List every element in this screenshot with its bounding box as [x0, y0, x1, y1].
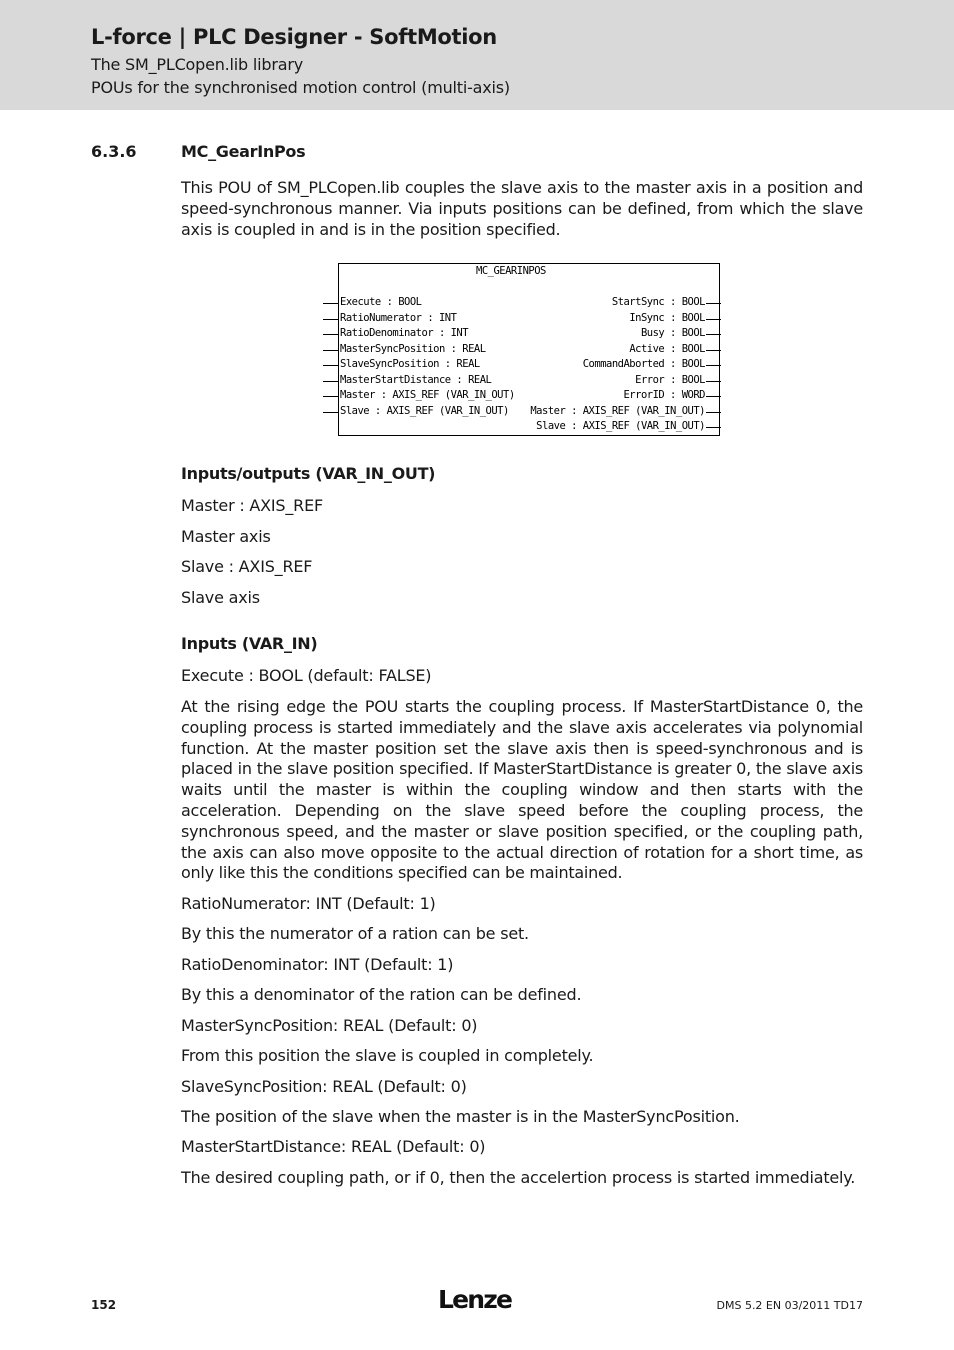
slavesync-declaration: SlaveSyncPosition: REAL (Default: 0) — [181, 1077, 467, 1096]
fb-output-label: Master : AXIS_REF (VAR_IN_OUT) — [530, 405, 705, 417]
master-description: Master axis — [181, 527, 271, 546]
numerator-description: By this the numerator of a ration can be set. — [181, 924, 529, 943]
document-id: DMS 5.2 EN 03/2011 TD17 — [716, 1299, 863, 1312]
fb-output-label: Slave : AXIS_REF (VAR_IN_OUT) — [536, 420, 705, 432]
fb-input-label: Master : AXIS_REF (VAR_IN_OUT) — [340, 389, 515, 401]
denominator-declaration: RatioDenominator: INT (Default: 1) — [181, 955, 454, 974]
slave-declaration: Slave : AXIS_REF — [181, 557, 313, 576]
fb-input-label: MasterSyncPosition : REAL — [340, 343, 486, 355]
startdist-declaration: MasterStartDistance: REAL (Default: 0) — [181, 1137, 486, 1156]
mastersync-description: From this position the slave is coupled in completely. — [181, 1046, 594, 1065]
header-subtitle-chapter: POUs for the synchronised motion control (multi-axis) — [91, 78, 510, 97]
header-title: L-force | PLC Designer - SoftMotion — [91, 25, 497, 49]
fb-output-label: InSync : BOOL — [629, 312, 705, 324]
input-pin — [323, 350, 338, 351]
output-pin — [706, 334, 721, 335]
denominator-description: By this a denominator of the ration can be defined. — [181, 985, 582, 1004]
fb-input-label: Execute : BOOL — [340, 296, 422, 308]
lenze-logo: Lenze — [438, 1285, 512, 1314]
section-title: MC_GearInPos — [181, 142, 306, 161]
fb-input-label: SlaveSyncPosition : REAL — [340, 358, 480, 370]
fb-input-label: MasterStartDistance : REAL — [340, 374, 492, 386]
fb-output-label: Active : BOOL — [629, 343, 705, 355]
fb-input-label: RatioDenominator : INT — [340, 327, 469, 339]
output-pin — [706, 365, 721, 366]
output-pin — [706, 381, 721, 382]
fb-input-label: RatioNumerator : INT — [340, 312, 457, 324]
page-header — [0, 0, 954, 110]
input-pin — [323, 319, 338, 320]
section-number: 6.3.6 — [91, 142, 137, 161]
input-pin — [323, 396, 338, 397]
startdist-description: The desired coupling path, or if 0, then the accelertion process is started immediately. — [181, 1168, 856, 1187]
inout-heading: Inputs/outputs (VAR_IN_OUT) — [181, 464, 436, 483]
slavesync-description: The position of the slave when the master is in the MasterSyncPosition. — [181, 1107, 740, 1126]
output-pin — [706, 303, 721, 304]
mastersync-declaration: MasterSyncPosition: REAL (Default: 0) — [181, 1016, 478, 1035]
input-pin — [323, 303, 338, 304]
output-pin — [706, 350, 721, 351]
fb-output-label: Error : BOOL — [635, 374, 705, 386]
fb-output-label: Busy : BOOL — [640, 327, 705, 339]
page-number: 152 — [91, 1298, 117, 1312]
input-pin — [323, 365, 338, 366]
slave-description: Slave axis — [181, 588, 260, 607]
header-subtitle-library: The SM_PLCopen.lib library — [91, 55, 303, 74]
output-pin — [706, 412, 721, 413]
output-pin — [706, 319, 721, 320]
input-pin — [323, 381, 338, 382]
output-pin — [706, 396, 721, 397]
fb-output-label: ErrorID : WORD — [623, 389, 705, 401]
execute-description: At the rising edge the POU starts the coupling process. If MasterStartDistance 0, the coupling process is started immediately and the slave axis accelerates via polynomial function. At the master position set the slave axis then is speed-synchronous and is placed in the slave position specified. If MasterStartDistance is greater 0, the slave axis waits until the master is within the coupling window and then starts with the acceleration. Depending on the slave speed before the coupling process, the synchronous speed, and the master or slave position specified, or the coupling path, the axis can also move opposite to the actual direction of rotation for a short time, as only like this the conditions specified can be maintained. — [181, 697, 863, 883]
section-intro: This POU of SM_PLCopen.lib couples the slave axis to the master axis in a position and speed-synchronous manner. Via inputs positions can be defined, from which the slave axis is coupled in and is in the position specified. — [181, 178, 863, 239]
function-block-name: MC_GEARINPOS — [476, 265, 546, 277]
input-pin — [323, 412, 338, 413]
fb-output-label: StartSync : BOOL — [611, 296, 705, 308]
inputs-heading: Inputs (VAR_IN) — [181, 634, 318, 653]
fb-output-label: CommandAborted : BOOL — [582, 358, 705, 370]
master-declaration: Master : AXIS_REF — [181, 496, 324, 515]
execute-declaration: Execute : BOOL (default: FALSE) — [181, 666, 432, 685]
numerator-declaration: RatioNumerator: INT (Default: 1) — [181, 894, 436, 913]
fb-input-label: Slave : AXIS_REF (VAR_IN_OUT) — [340, 405, 509, 417]
input-pin — [323, 334, 338, 335]
output-pin — [706, 427, 721, 428]
